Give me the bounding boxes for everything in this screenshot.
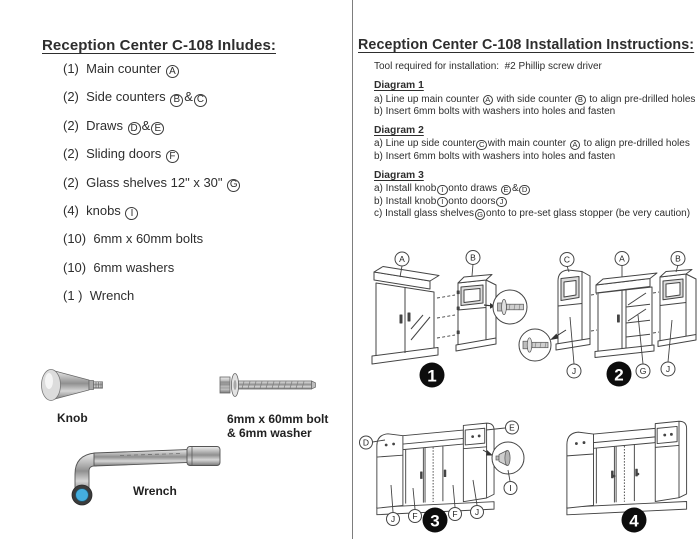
diagram2-label-c [560,253,574,273]
svg-text:F: F [452,509,458,519]
svg-text:2: 2 [614,365,624,385]
svg-text:A: A [399,254,405,264]
includes-title: Reception Center C-108 Inludes: [42,37,276,55]
diagram1-heading: Diagram 1 [374,80,424,92]
diagram2-heading: Diagram 2 [374,125,424,137]
circled-letter-D: D [128,122,141,135]
svg-text:4: 4 [629,511,639,531]
circled-letter-C: C [476,140,487,151]
svg-text:G: G [639,366,647,376]
svg-text:F: F [412,511,418,521]
diagram4-number-badge [622,508,647,533]
circled-letter-I: I [437,185,448,196]
circled-letter-E: E [501,185,512,196]
instructions-panel [353,0,700,539]
diagram1-step-b: b) Insert 6mm bolts with washers into holes and fasten [374,105,616,117]
diagram3-step-a: a) Install knob I onto draws E & D [374,183,696,195]
diagram2-label-a [615,252,629,278]
svg-text:3: 3 [430,511,440,531]
svg-text:J: J [665,364,671,374]
instructions-title: Reception Center C-108 Installation Instructions: [358,36,695,53]
diagram2-step-b: b) Insert 6mm bolts with washers into holes and fasten [374,150,616,162]
bolt-caption-line1: 6mm x 60mm bolt [227,412,329,426]
section-diagram-2 [374,125,696,163]
circled-letter-I: I [125,207,138,220]
svg-text:E: E [509,422,515,433]
list-item-sliding-doors: (2) Sliding doors F [63,140,241,168]
circled-letter-A: A [166,65,179,78]
knob-photo [38,364,110,412]
circled-letter-E: E [151,122,164,135]
bolt-washer-photo [218,368,320,402]
diagram3-heading: Diagram 3 [374,170,424,182]
list-item-bolts: (10) 6mm x 60mm bolts [63,231,204,247]
circled-letter-F: F [166,150,179,163]
svg-text:B: B [470,252,476,263]
diagram4-door-knob-dot-2 [637,473,640,476]
diagram3-step-c: c) Install glass shelves G onto to pre-set glass stopper (be very caution) [374,207,691,219]
knob-caption: Knob [57,411,88,425]
diagram1-label-b [466,251,480,277]
circled-letter-A: A [570,140,581,151]
diagram3-label-i [504,482,517,495]
wrench-caption: Wrench [133,484,177,498]
circled-letter-J: J [496,197,507,208]
section-diagram-3 [374,170,696,220]
diagram-4-figure [550,400,700,539]
diagram-3-figure [355,400,535,539]
svg-text:J: J [390,514,396,524]
includes-list [63,55,241,311]
list-item-wrench: (1 ) Wrench [63,288,135,304]
diagram1-step-a: a) Line up main counter A with side counter B to align pre-drilled holes [374,93,696,105]
circled-letter-I: I [437,197,448,208]
list-item-main-counter: (1) Main counter A [63,55,241,83]
list-item-side-counters: (2) Side counters B & C [63,83,241,111]
diagram3-number-badge [423,508,448,533]
diagram2-label-b [671,252,685,273]
svg-text:D: D [362,437,370,448]
diagram4-door-knob-dot [613,475,616,478]
diagram3-step-b: b) Install knob I onto doors J [374,196,696,208]
tool-required-line: Tool required for installation: #2 Phillip screw driver [374,61,602,72]
bolt-caption-line2: & 6mm washer [227,426,312,440]
diagram3-label-f2 [449,485,462,521]
section-diagram-1 [374,80,696,118]
circled-letter-A: A [483,95,494,106]
svg-text:A: A [619,253,625,264]
list-item-draws: (2) Draws D & E [63,112,241,140]
diagram-2-figure [510,245,700,395]
diagram2-step-a: a) Line up side counter C with main counter A to align pre-drilled holes [374,138,690,150]
svg-text:C: C [563,254,571,265]
svg-text:J: J [474,507,480,517]
svg-text:J: J [571,366,577,376]
svg-text:I: I [509,483,512,493]
circled-letter-G: G [227,179,240,192]
circled-letter-C: C [194,94,207,107]
wrench-photo [58,446,244,508]
instructions-text [374,61,696,227]
svg-text:1: 1 [427,366,437,386]
diagram1-number-badge [420,363,445,388]
list-item-glass-shelves: (2) Glass shelves 12" x 30" G [63,169,241,197]
circled-letter-B: B [170,94,183,107]
bolt-caption [227,412,328,440]
circled-letter-B: B [575,95,586,106]
list-item-washers: (10) 6mm washers [63,259,175,275]
circled-letter-D: D [519,185,530,196]
circled-letter-G: G [475,209,486,220]
svg-text:B: B [675,253,681,264]
list-item-knobs: (4) knobs I [63,197,241,225]
diagram2-number-badge [607,362,632,387]
